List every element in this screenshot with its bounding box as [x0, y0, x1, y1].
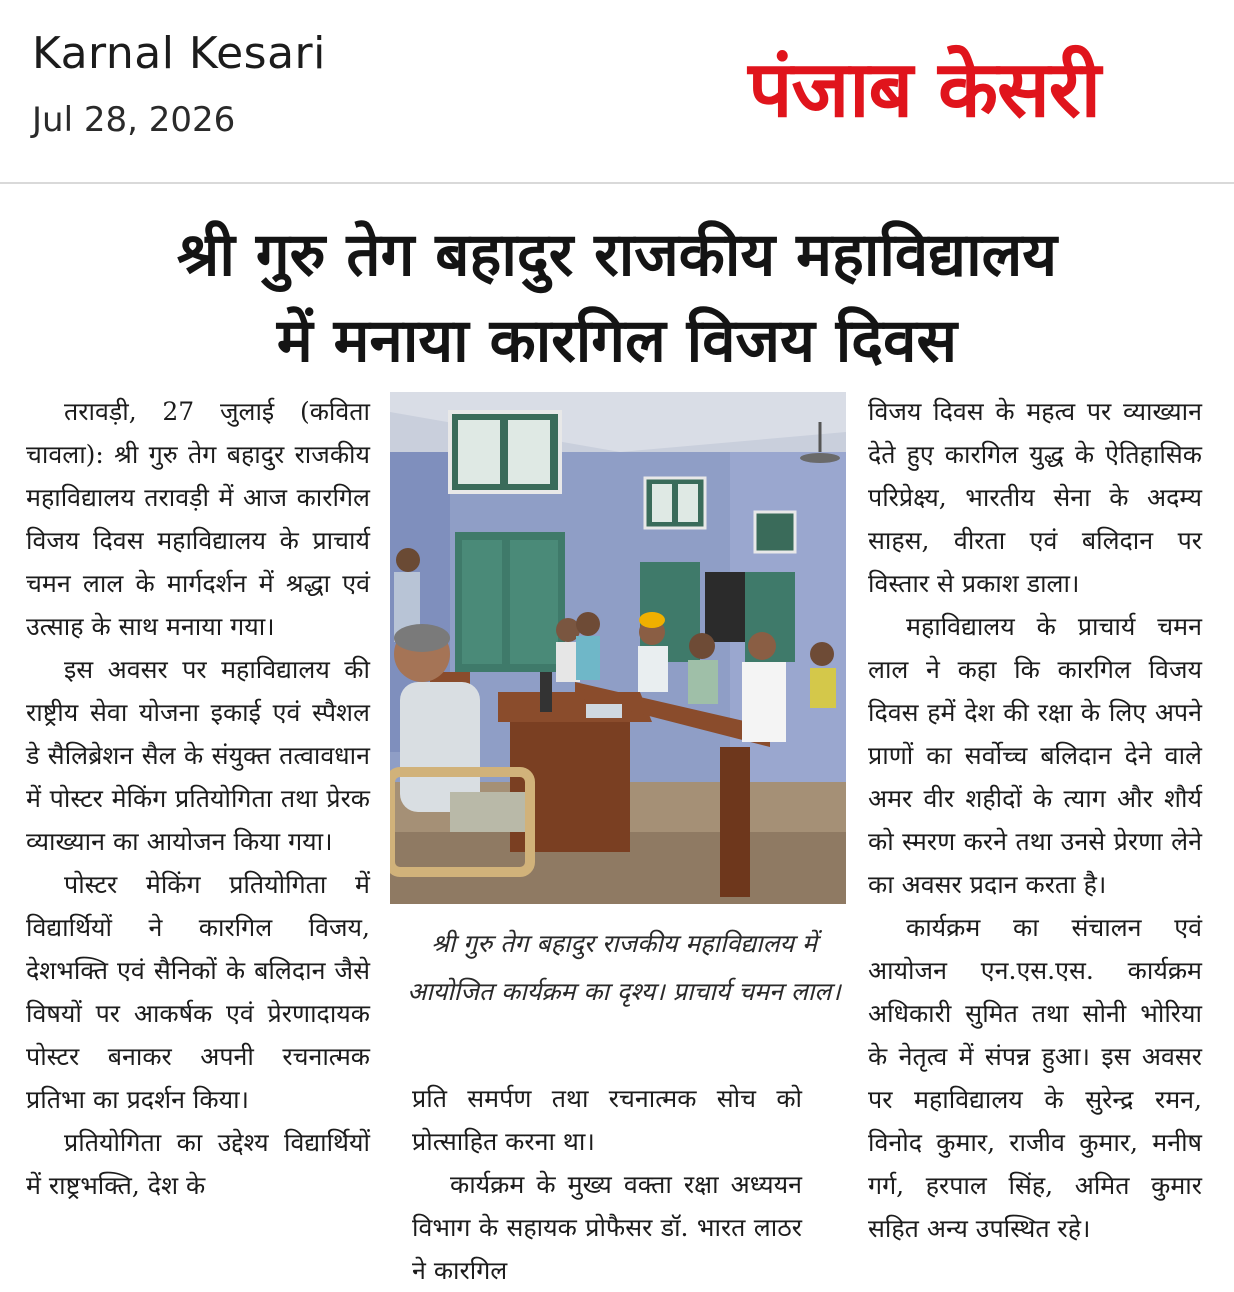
headline-line-1: श्री गुरु तेग बहादुर राजकीय महाविद्यालय	[176, 220, 1058, 290]
col1-paragraph-1: तरावड़ी, 27 जुलाई (कविता चावला): श्री गुरु तेग बहादुर राजकीय महाविद्यालय तरावड़ी में आज कारगिल विजय दिवस महाविद्यालय के प्राचार्य चमन लाल के मार्गदर्शन में श्रद्धा एवं उत्साह के साथ मनाया गया।	[26, 397, 370, 641]
col1-paragraph-3: पोस्टर मेकिंग प्रतियोगिता में विद्यार्थियों ने कारगिल विजय, देशभक्ति एवं सैनिकों के बलिदान जैसे विषयों पर आकर्षक एवं प्रेरणादायक पोस्टर बनाकर अपनी रचनात्मक प्रतिभा का प्रदर्शन किया।	[26, 870, 370, 1114]
event-photo	[390, 392, 846, 904]
header-divider	[0, 182, 1234, 184]
headline-line-2: में मनाया कारगिल विजय दिवस	[276, 306, 958, 376]
photo-caption: श्री गुरु तेग बहादुर राजकीय महाविद्यालय में आयोजित कार्यक्रम का दृश्य। प्राचार्य चमन लाल।	[407, 929, 841, 1006]
article-headline	[20, 212, 1214, 384]
edition-date: Jul 28, 2026	[32, 100, 236, 140]
col2-paragraph-2: कार्यक्रम के मुख्य वक्ता रक्षा अध्ययन विभाग के सहायक प्रोफैसर डॉ. भारत लाठर ने कारगिल	[412, 1170, 802, 1285]
article-column-1	[26, 390, 370, 1207]
article-column-2	[412, 1077, 802, 1292]
col3-paragraph-3: कार्यक्रम का संचालन एवं आयोजन एन.एस.एस. कार्यक्रम अधिकारी सुमित तथा सोनी भोरिया के नेतृत्व में संपन्न हुआ। इस अवसर पर महाविद्यालय के सुरेन्द्र रमन, विनोद कुमार, राजीव कुमार, मनीष गर्ग, हरपाल सिंह, अमित कुमार सहित अन्य उपस्थित रहे।	[868, 913, 1202, 1243]
col3-paragraph-2: महाविद्यालय के प्राचार्य चमन लाल ने कहा कि कारगिल विजय दिवस हमें देश की रक्षा के लिए अपने प्राणों का सर्वोच्च बलिदान देने वाले अमर वीर शहीदों के त्याग और शौर्य को स्मरण करने तथा उनसे प्रेरणा लेने का अवसर प्रदान करता है।	[868, 612, 1202, 899]
col1-paragraph-4: प्रतियोगिता का उद्देश्य विद्यार्थियों में राष्ट्रभक्ति, देश के	[26, 1128, 370, 1200]
col3-paragraph-1: विजय दिवस के महत्व पर व्याख्यान देते हुए कारगिल युद्ध के ऐतिहासिक परिप्रेक्ष्य, भारतीय सेना के अदम्य साहस, वीरता एवं बलिदान पर विस्तार से प्रकाश डाला।	[868, 397, 1202, 598]
classroom-photo-illustration	[390, 392, 846, 904]
col2-paragraph-1: प्रति समर्पण तथा रचनात्मक सोच को प्रोत्साहित करना था।	[412, 1084, 802, 1156]
col1-paragraph-2: इस अवसर पर महाविद्यालय की राष्ट्रीय सेवा योजना इकाई एवं स्पैशल डे सैलिब्रेशन सैल के संयुक्त तत्वावधान में पोस्टर मेकिंग प्रतियोगिता तथा प्रेरक व्याख्यान का आयोजन किया गया।	[26, 655, 370, 856]
article-column-3	[868, 390, 1202, 1250]
newspaper-masthead: पंजाब केसरी	[748, 45, 1100, 135]
edition-name: Karnal Kesari	[32, 28, 326, 79]
